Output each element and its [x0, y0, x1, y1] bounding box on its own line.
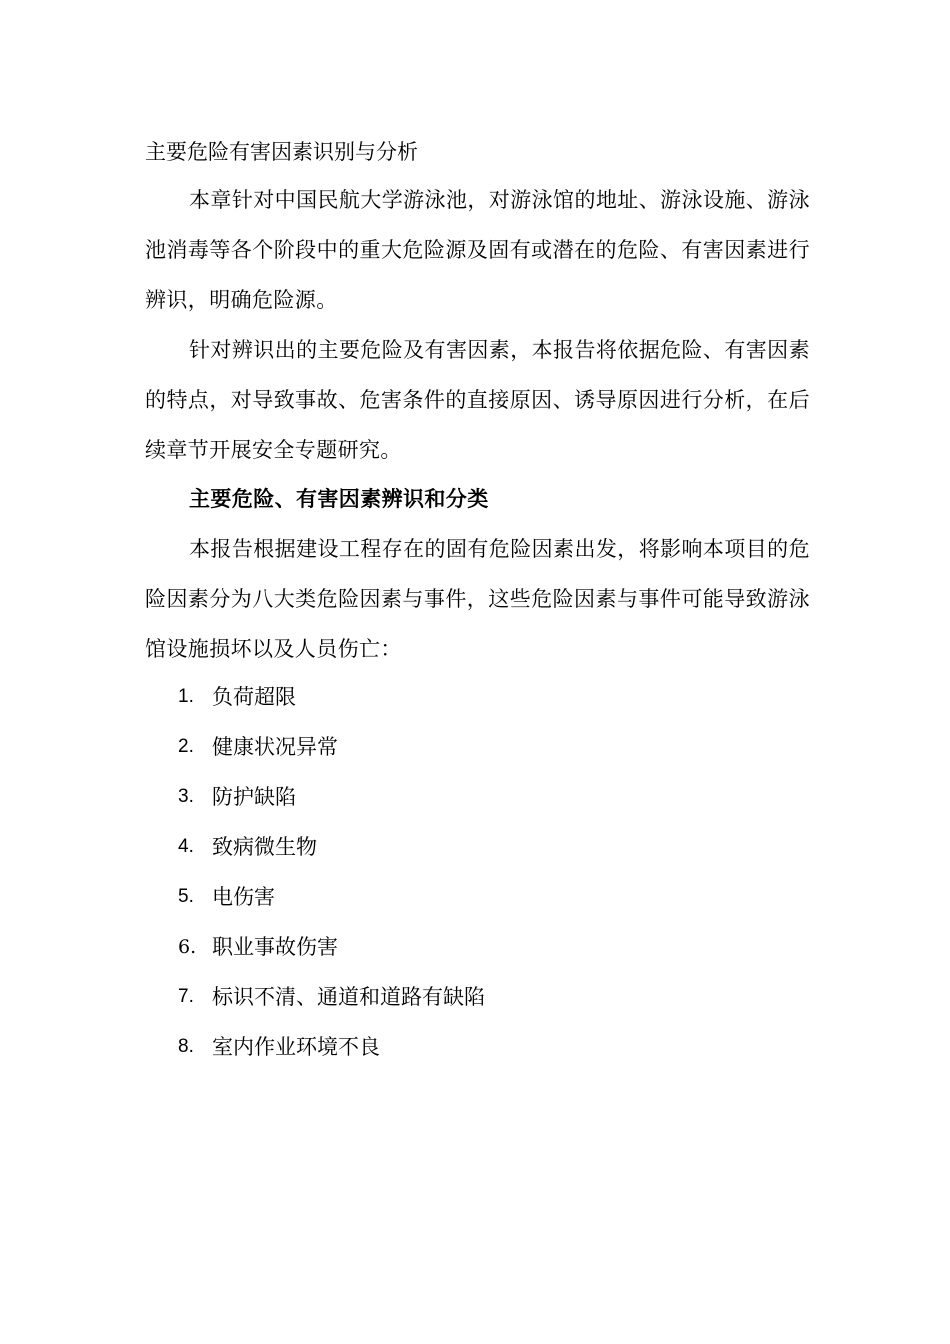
list-item — [178, 1022, 485, 1072]
list-item — [178, 772, 485, 822]
document-title: 主要危险有害因素识别与分析 — [145, 140, 418, 164]
intro-paragraph-2: 针对辨识出的主要危险及有害因素，本报告将依据危险、有害因素的特点，对导致事故、危害条件的直接原因、诱导原因进行分析，在后续章节开展安全专题研究。 — [145, 338, 810, 462]
list-item-number: 7. — [178, 986, 194, 1007]
list-item-number: 3. — [178, 786, 194, 807]
list-item-number: 6. — [178, 936, 197, 958]
list-item — [178, 922, 485, 972]
intro-paragraph-1: 本章针对中国民航大学游泳池，对游泳馆的地址、游泳设施、游泳池消毒等各个阶段中的重大危险源及固有或潜在的危险、有害因素进行辨识，明确危险源。 — [145, 188, 810, 312]
list-item-text: 健康状况异常 — [212, 735, 338, 759]
list-item — [178, 872, 485, 922]
list-item — [178, 722, 485, 772]
list-item-number: 8. — [178, 1036, 194, 1057]
list-item — [178, 972, 485, 1022]
hazard-list — [178, 672, 485, 1072]
list-item-text: 室内作业环境不良 — [212, 1035, 380, 1059]
list-item-text: 防护缺陷 — [212, 785, 296, 809]
list-item-number: 5. — [178, 886, 194, 907]
list-item-text: 致病微生物 — [212, 835, 317, 859]
section-heading: 主要危险、有害因素辨识和分类 — [189, 487, 489, 511]
list-item-text: 职业事故伤害 — [212, 935, 338, 959]
list-item-text: 标识不清、通道和道路有缺陷 — [212, 985, 485, 1009]
list-item — [178, 672, 485, 722]
list-item-number: 1. — [178, 686, 194, 707]
section-paragraph: 本报告根据建设工程存在的固有危险因素出发，将影响本项目的危险因素分为八大类危险因素与事件，这些危险因素与事件可能导致游泳馆设施损坏以及人员伤亡： — [145, 537, 810, 661]
list-item-text: 负荷超限 — [212, 685, 296, 709]
list-item-text: 电伤害 — [212, 885, 275, 909]
list-item-number: 2. — [178, 736, 194, 757]
list-item — [178, 822, 485, 872]
list-item-number: 4. — [178, 836, 194, 857]
